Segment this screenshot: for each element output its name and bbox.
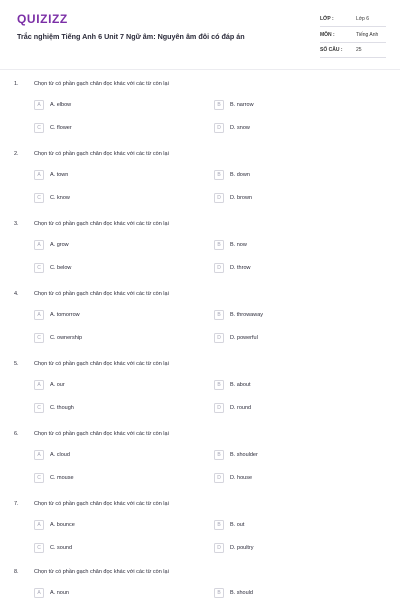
option-letter-box: D	[214, 543, 224, 553]
option-text: C. below	[50, 265, 72, 271]
option-d[interactable]	[214, 123, 364, 135]
option-text: B. now	[230, 242, 247, 248]
option-text: D. snow	[230, 125, 250, 131]
option-text: B. narrow	[230, 102, 254, 108]
question-text: Chọn từ có phần gạch chân đọc khác với các từ còn lại	[34, 569, 169, 575]
meta-row-question-count	[320, 44, 386, 58]
option-a[interactable]	[34, 100, 184, 112]
option-d[interactable]	[214, 473, 364, 485]
option-text: A. bounce	[50, 522, 75, 528]
option-c[interactable]	[34, 193, 184, 205]
option-letter-box: D	[214, 333, 224, 343]
option-text: D. poultry	[230, 545, 254, 551]
option-letter-box: B	[214, 240, 224, 250]
question-number: 2.	[14, 151, 19, 157]
option-text: D. round	[230, 405, 252, 411]
option-d[interactable]	[214, 263, 364, 275]
question-number: 8.	[14, 569, 19, 575]
option-a[interactable]	[34, 450, 184, 462]
meta-value: Lớp 6	[356, 16, 370, 22]
option-b[interactable]	[214, 450, 364, 462]
option-d[interactable]	[214, 193, 364, 205]
option-letter-box: C	[34, 263, 44, 273]
question-number: 6.	[14, 431, 19, 437]
question-text: Chọn từ có phần gạch chân đọc khác với các từ còn lại	[34, 81, 169, 87]
option-text: B. about	[230, 382, 251, 388]
option-text: C. though	[50, 405, 74, 411]
option-letter-box: B	[214, 380, 224, 390]
question-number: 5.	[14, 361, 19, 367]
meta-row-subject	[320, 29, 386, 43]
option-text: D. house	[230, 475, 253, 481]
option-letter-box: B	[214, 588, 224, 598]
option-a[interactable]	[34, 588, 184, 600]
meta-label: MÔN :	[320, 32, 335, 38]
option-a[interactable]	[34, 380, 184, 392]
option-letter-box: D	[214, 263, 224, 273]
option-letter-box: B	[214, 450, 224, 460]
option-text: C. mouse	[50, 475, 74, 481]
option-letter-box: B	[214, 170, 224, 180]
option-a[interactable]	[34, 170, 184, 182]
question-8	[0, 558, 400, 600]
option-text: A. grow	[50, 242, 69, 248]
option-text: C. ownership	[50, 335, 83, 341]
option-text: A. noun	[50, 590, 69, 596]
option-c[interactable]	[34, 473, 184, 485]
option-c[interactable]	[34, 333, 184, 345]
option-letter-box: A	[34, 170, 44, 180]
question-text: Chọn từ có phần gạch chân đọc khác với các từ còn lại	[34, 361, 169, 367]
option-text: D. powerful	[230, 335, 258, 341]
option-text: D. throw	[230, 265, 251, 271]
option-b[interactable]	[214, 588, 364, 600]
question-text: Chọn từ có phần gạch chân đọc khác với các từ còn lại	[34, 291, 169, 297]
meta-label: SỐ CÂU :	[320, 47, 343, 53]
option-a[interactable]	[34, 310, 184, 322]
option-letter-box: D	[214, 473, 224, 483]
option-letter-box: D	[214, 123, 224, 133]
option-letter-box: C	[34, 333, 44, 343]
question-5	[0, 350, 400, 420]
option-c[interactable]	[34, 123, 184, 135]
option-text: B. shoulder	[230, 452, 258, 458]
question-number: 3.	[14, 221, 19, 227]
option-letter-box: C	[34, 543, 44, 553]
option-text: C. know	[50, 195, 70, 201]
option-letter-box: B	[214, 100, 224, 110]
option-letter-box: B	[214, 310, 224, 320]
question-number: 4.	[14, 291, 19, 297]
meta-value: Tiếng Anh	[356, 32, 379, 38]
option-c[interactable]	[34, 263, 184, 275]
question-text: Chọn từ có phần gạch chân đọc khác với các từ còn lại	[34, 221, 169, 227]
option-letter-box: C	[34, 193, 44, 203]
option-letter-box: D	[214, 193, 224, 203]
option-text: A. town	[50, 172, 69, 178]
option-c[interactable]	[34, 403, 184, 415]
option-b[interactable]	[214, 310, 364, 322]
worksheet-header	[0, 0, 400, 70]
option-letter-box: A	[34, 520, 44, 530]
option-text: B. down	[230, 172, 250, 178]
question-3	[0, 210, 400, 280]
option-a[interactable]	[34, 520, 184, 532]
option-text: C. flower	[50, 125, 72, 131]
option-text: B. out	[230, 522, 245, 528]
meta-label: LỚP :	[320, 16, 334, 22]
option-text: A. our	[50, 382, 65, 388]
option-b[interactable]	[214, 100, 364, 112]
question-7	[0, 490, 400, 560]
option-letter-box: D	[214, 403, 224, 413]
option-letter-box: C	[34, 403, 44, 413]
worksheet-title: Trắc nghiệm Tiếng Anh 6 Unit 7 Ngữ âm: Nguyên âm đôi có đáp án	[17, 32, 245, 41]
question-1	[0, 70, 400, 140]
option-b[interactable]	[214, 240, 364, 252]
option-d[interactable]	[214, 543, 364, 555]
option-letter-box: A	[34, 380, 44, 390]
option-b[interactable]	[214, 380, 364, 392]
option-text: B. should	[230, 590, 253, 596]
option-c[interactable]	[34, 543, 184, 555]
question-number: 1.	[14, 81, 19, 87]
question-4	[0, 280, 400, 350]
meta-row-grade	[320, 13, 386, 27]
option-b[interactable]	[214, 520, 364, 532]
option-text: C. sound	[50, 545, 73, 551]
option-letter-box: A	[34, 588, 44, 598]
option-letter-box: B	[214, 520, 224, 530]
option-letter-box: A	[34, 450, 44, 460]
option-a[interactable]	[34, 240, 184, 252]
option-b[interactable]	[214, 170, 364, 182]
option-text: B. throwaway	[230, 312, 264, 318]
option-text: D. brown	[230, 195, 253, 201]
quizizz-logo: QUIZIZZ	[17, 12, 68, 26]
option-letter-box: A	[34, 100, 44, 110]
meta-value: 25	[356, 47, 362, 53]
question-number: 7.	[14, 501, 19, 507]
option-letter-box: A	[34, 310, 44, 320]
question-text: Chọn từ có phần gạch chân đọc khác với các từ còn lại	[34, 151, 169, 157]
option-text: A. tomorrow	[50, 312, 80, 318]
option-d[interactable]	[214, 403, 364, 415]
question-6	[0, 420, 400, 490]
question-2	[0, 140, 400, 210]
option-letter-box: A	[34, 240, 44, 250]
question-text: Chọn từ có phần gạch chân đọc khác với các từ còn lại	[34, 431, 169, 437]
option-letter-box: C	[34, 123, 44, 133]
option-d[interactable]	[214, 333, 364, 345]
question-text: Chọn từ có phần gạch chân đọc khác với các từ còn lại	[34, 501, 169, 507]
option-letter-box: C	[34, 473, 44, 483]
option-text: A. elbow	[50, 102, 72, 108]
option-text: A. cloud	[50, 452, 70, 458]
